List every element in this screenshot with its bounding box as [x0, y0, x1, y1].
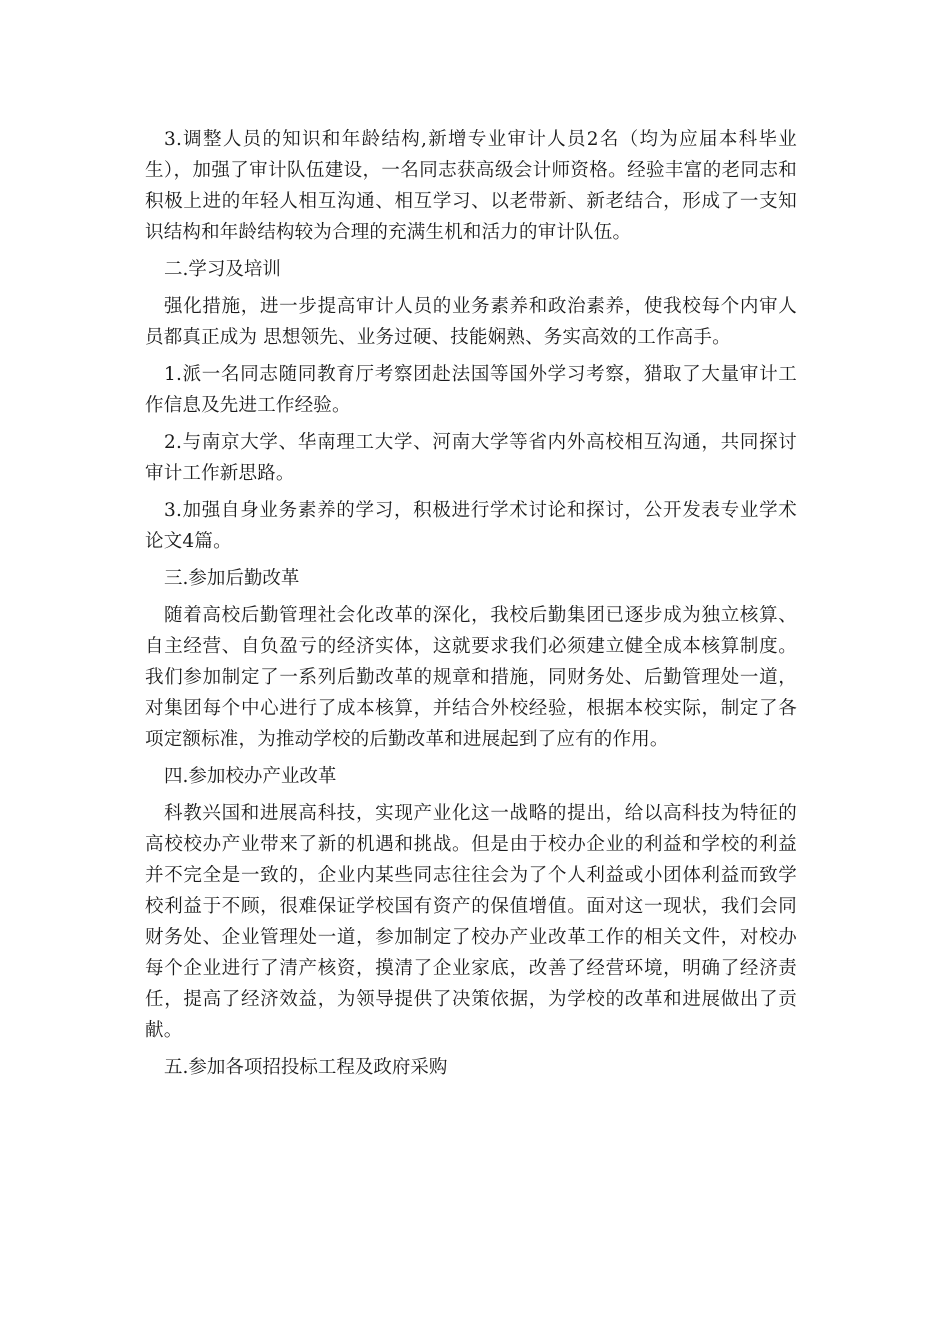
- heading-logistics-reform: 三.参加后勤改革: [164, 568, 300, 589]
- document-body: [145, 124, 797, 1089]
- paragraph-study-item-1: 1.派一名同志随同教育厅考察团赴法国等国外学习考察，猎取了大量审计工作信息及先进工作经验。: [145, 364, 797, 416]
- paragraph-staff-structure: 3.调整人员的知识和年龄结构,新增专业审计人员2名（均为应届本科毕业生），加强了审计队伍建设，一名同志获高级会计师资格。经验丰富的老同志和积极上进的年轻人相互沟通、相互学习、以老带新、新老结合，形成了一支知识结构和年龄结构较为合理的充满生机和活力的审计队伍。: [145, 129, 797, 243]
- heading-study-training: 二.学习及培训: [164, 259, 281, 280]
- heading-school-industry-reform: 四.参加校办产业改革: [164, 766, 337, 787]
- paragraph-study-item-3: 3.加强自身业务素养的学习，积极进行学术讨论和探讨，公开发表专业学术论文4篇。: [145, 500, 797, 552]
- paragraph-study-measures: 强化措施，进一步提高审计人员的业务素养和政治素养，使我校每个内审人员都真正成为 思想领先、业务过硬、技能娴熟、务实高效的工作高手。: [145, 296, 797, 348]
- paragraph-study-item-2: 2.与南京大学、华南理工大学、河南大学等省内外高校相互沟通，共同探讨审计工作新思路。: [145, 432, 797, 484]
- heading-bidding-procurement: 五.参加各项招投标工程及政府采购: [164, 1057, 448, 1078]
- paragraph-logistics-reform: 随着高校后勤管理社会化改革的深化，我校后勤集团已逐步成为独立核算、自主经营、自负盈亏的经济实体，这就要求我们必须建立健全成本核算制度。我们参加制定了一系列后勤改革的规章和措施，同财务处、后勤管理处一道，对集团每个中心进行了成本核算，并结合外校经验，根据本校实际，制定了各项定额标准，为推动学校的后勤改革和进展起到了应有的作用。: [145, 605, 797, 750]
- paragraph-school-industry-reform: 科教兴国和进展高科技，实现产业化这一战略的提出，给以高科技为特征的高校校办产业带来了新的机遇和挑战。但是由于校办企业的利益和学校的利益并不完全是一致的，企业内某些同志往往会为了个人利益或小团体利益而致学校利益于不顾，很难保证学校国有资产的保值增值。面对这一现状，我们会同财务处、企业管理处一道，参加制定了校办产业改革工作的相关文件，对校办每个企业进行了清产核资，摸清了企业家底，改善了经营环境，明确了经济责任，提高了经济效益，为领导提供了决策依据，为学校的改革和进展做出了贡献。: [145, 803, 797, 1041]
